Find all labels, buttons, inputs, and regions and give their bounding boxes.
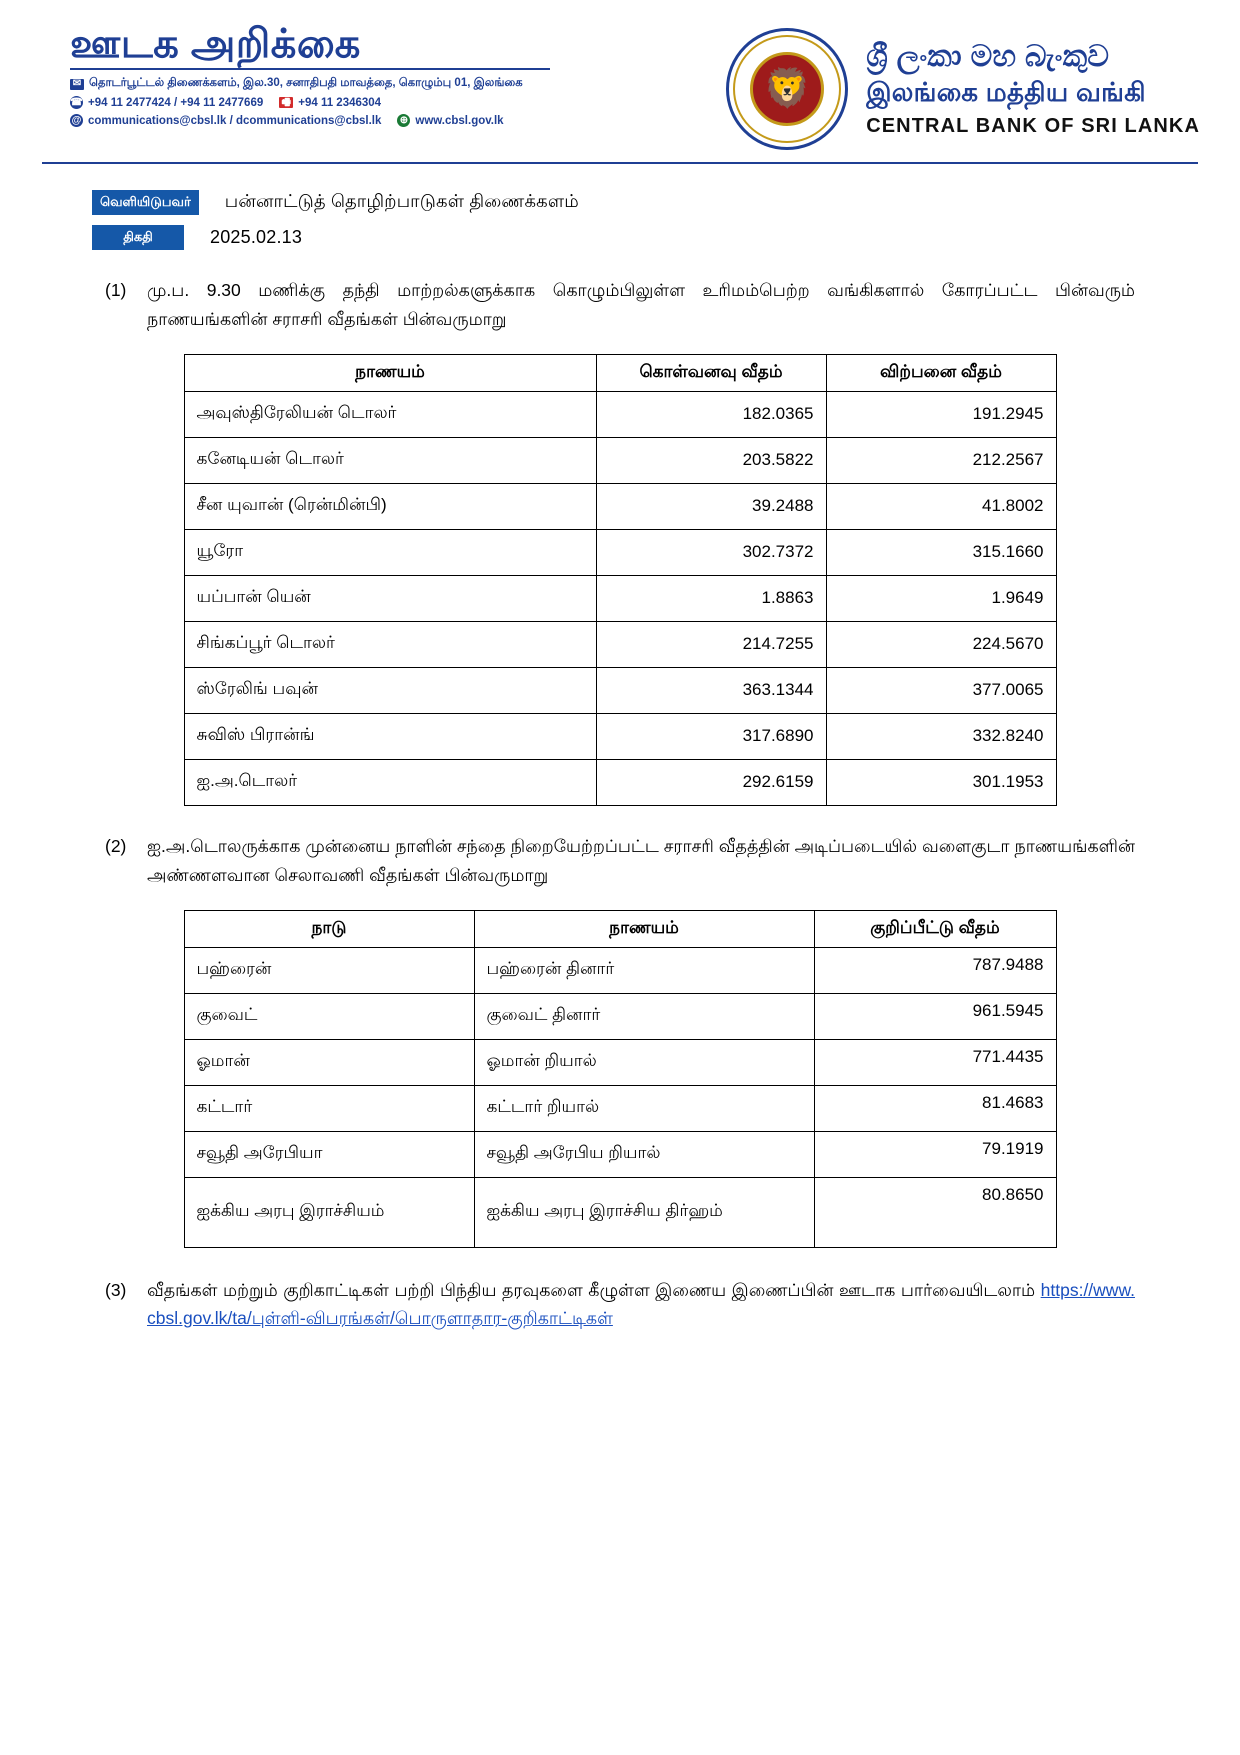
cell-rate: 787.9488 bbox=[814, 947, 1056, 993]
phone-text: +94 11 2477424 / +94 11 2477669 bbox=[88, 96, 264, 109]
cell-rate: 771.4435 bbox=[814, 1039, 1056, 1085]
table-row bbox=[184, 947, 1056, 993]
cell-currency: சவூதி அரேபிய றியால் bbox=[474, 1131, 814, 1177]
table-row bbox=[184, 759, 1056, 805]
date-value: 2025.02.13 bbox=[210, 227, 303, 247]
section-three-text: வீதங்கள் மற்றும் குறிகாட்டிகள் பற்றி பிந்திய தரவுகளை கீழுள்ள இணைய இணைப்பின் ஊடாக பார்வையிடலாம் bbox=[147, 1279, 1036, 1300]
header-phone-line bbox=[70, 96, 670, 109]
table1-header-currency: நாணயம் bbox=[184, 354, 596, 391]
gulf-currency-rates-table bbox=[184, 910, 1057, 1248]
table-row bbox=[184, 575, 1056, 621]
bank-name-tamil: இலங்கை மத்திய வங்கி bbox=[866, 76, 1146, 107]
cell-selling: 301.1953 bbox=[826, 759, 1056, 805]
date-label: திகதி bbox=[92, 225, 184, 250]
table-row bbox=[184, 391, 1056, 437]
table-row bbox=[184, 1177, 1056, 1247]
cell-currency: சுவிஸ் பிரான்ங் bbox=[184, 713, 596, 759]
section-two-number: (2) bbox=[105, 835, 127, 856]
table1-header-buying: கொள்வனவு வீதம் bbox=[596, 354, 826, 391]
table-row bbox=[184, 1131, 1056, 1177]
mail-icon: ✉ bbox=[70, 79, 84, 90]
cell-selling: 191.2945 bbox=[826, 391, 1056, 437]
cell-buying: 363.1344 bbox=[596, 667, 826, 713]
table-row bbox=[184, 483, 1056, 529]
section-three-number: (3) bbox=[105, 1279, 127, 1300]
cell-buying: 214.7255 bbox=[596, 621, 826, 667]
issuer-value: பன்னாட்டுத் தொழிற்பாடுகள் திணைக்களம் bbox=[224, 191, 579, 211]
fax-icon: 🖷 bbox=[279, 97, 293, 108]
cell-buying: 1.8863 bbox=[596, 575, 826, 621]
cell-buying: 292.6159 bbox=[596, 759, 826, 805]
cell-buying: 302.7372 bbox=[596, 529, 826, 575]
table-row bbox=[184, 1085, 1056, 1131]
table2-header-country: நாடு bbox=[184, 910, 474, 947]
header-title-rule bbox=[70, 68, 550, 70]
cell-buying: 182.0365 bbox=[596, 391, 826, 437]
section-two-text: ஐ.அ.டொலருக்காக முன்னைய நாளின் சந்தை நிறையேற்றப்பட்ட சராசரி வீதத்தின் அடிப்படையில் வளைகுடா நாணயங்களின் அண்ணளவான செலாவணி வீதங்கள் பின்வருமாறு bbox=[147, 835, 1135, 885]
cell-selling: 315.1660 bbox=[826, 529, 1056, 575]
table-header-row bbox=[184, 910, 1056, 947]
table-row bbox=[184, 621, 1056, 667]
section-three-paragraph bbox=[105, 1276, 1135, 1334]
website-text: www.cbsl.gov.lk bbox=[415, 114, 504, 127]
globe-icon: ⊕ bbox=[397, 114, 410, 127]
table2-header-currency: நாணயம் bbox=[474, 910, 814, 947]
section-three-text-block bbox=[147, 1276, 1135, 1334]
cell-selling: 377.0065 bbox=[826, 667, 1056, 713]
cell-country: சவூதி அரேபியா bbox=[184, 1131, 474, 1177]
header-divider bbox=[42, 162, 1198, 164]
fax-text: +94 11 2346304 bbox=[298, 96, 382, 109]
section-one-number: (1) bbox=[105, 280, 127, 300]
cell-currency: ஐ.அ.டொலர் bbox=[184, 759, 596, 805]
table2-header-indicative-rate: குறிப்பீட்டு வீதம் bbox=[814, 910, 1056, 947]
cell-currency: ஓமான் றியால் bbox=[474, 1039, 814, 1085]
cell-selling: 41.8002 bbox=[826, 483, 1056, 529]
meta-block bbox=[92, 190, 1240, 250]
cell-currency: பஹ்ரைன் தினார் bbox=[474, 947, 814, 993]
issuer-label: வெளியிடுபவர் bbox=[92, 190, 199, 215]
table1-header-selling: விற்பனை வீதம் bbox=[826, 354, 1056, 391]
header-left-block bbox=[70, 22, 670, 132]
cell-buying: 203.5822 bbox=[596, 437, 826, 483]
cell-country: பஹ்ரைன் bbox=[184, 947, 474, 993]
exchange-rates-table bbox=[184, 354, 1057, 806]
cell-country: ஓமான் bbox=[184, 1039, 474, 1085]
cell-currency: ஐக்கிய அரபு இராச்சிய திர்ஹம் bbox=[474, 1177, 814, 1247]
cell-rate: 79.1919 bbox=[814, 1131, 1056, 1177]
table-row bbox=[184, 667, 1056, 713]
cell-currency: கனேடியன் டொலர் bbox=[184, 437, 596, 483]
section-one-paragraph bbox=[105, 276, 1135, 334]
central-bank-emblem-icon: 🦁 bbox=[726, 28, 848, 150]
document-header bbox=[0, 0, 1240, 150]
cell-currency: சீன யுவான் (ரென்மின்பி) bbox=[184, 483, 596, 529]
table-row bbox=[184, 993, 1056, 1039]
address-text: தொடர்பூட்டல் திணைக்களம், இல.30, சனாதிபதி மாவத்தை, கொழும்பு 01, இலங்கை bbox=[89, 77, 523, 89]
table-row bbox=[184, 1039, 1056, 1085]
phone-icon: ☎ bbox=[70, 96, 83, 108]
bank-name-english: CENTRAL BANK OF SRI LANKA bbox=[866, 115, 1200, 138]
cell-currency: சிங்கப்பூர் டொலர் bbox=[184, 621, 596, 667]
cell-selling: 212.2567 bbox=[826, 437, 1056, 483]
cell-currency: ஸ்ரேலிங் பவுன் bbox=[184, 667, 596, 713]
table-header-row bbox=[184, 354, 1056, 391]
cell-country: கட்டார் bbox=[184, 1085, 474, 1131]
cell-selling: 332.8240 bbox=[826, 713, 1056, 759]
issuer-row bbox=[92, 190, 1240, 215]
bank-name-block bbox=[866, 39, 1200, 139]
date-row bbox=[92, 225, 1240, 250]
cell-country: குவைட் bbox=[184, 993, 474, 1039]
cell-selling: 224.5670 bbox=[826, 621, 1056, 667]
cell-currency: அவுஸ்திரேலியன் டொலர் bbox=[184, 391, 596, 437]
cell-buying: 39.2488 bbox=[596, 483, 826, 529]
cell-country: ஐக்கிய அரபு இராச்சியம் bbox=[184, 1177, 474, 1247]
section-two-paragraph bbox=[105, 832, 1135, 890]
cell-rate: 961.5945 bbox=[814, 993, 1056, 1039]
table-row bbox=[184, 437, 1056, 483]
bank-name-sinhala: ශ්‍රී ලංකා මහ බැංකුව bbox=[866, 40, 1110, 74]
statistics-link[interactable]: https://www.cbsl.gov.lk/ta/புள்ளி-விபரங்கள்/பொருளாதார-குறிகாட்டிகள் bbox=[147, 1279, 1135, 1329]
cell-currency: கட்டார் றியால் bbox=[474, 1085, 814, 1131]
header-right-block bbox=[726, 22, 1200, 150]
table-row bbox=[184, 713, 1056, 759]
cell-buying: 317.6890 bbox=[596, 713, 826, 759]
header-address-line bbox=[70, 77, 670, 91]
cell-selling: 1.9649 bbox=[826, 575, 1056, 621]
header-contact-line bbox=[70, 114, 670, 127]
table-row bbox=[184, 529, 1056, 575]
cell-currency: யூரோ bbox=[184, 529, 596, 575]
cell-rate: 80.8650 bbox=[814, 1177, 1056, 1247]
cell-rate: 81.4683 bbox=[814, 1085, 1056, 1131]
at-icon: @ bbox=[71, 114, 82, 126]
section-one-text: மு.ப. 9.30 மணிக்கு தந்தி மாற்றல்களுக்காக கொழும்பிலுள்ள உரிமம்பெற்ற வங்கிகளால் கோரப்பட்ட பின்வரும் நாணயங்களின் சராசரி வீதங்கள் பின்வருமாறு bbox=[147, 280, 1135, 329]
press-release-title: ஊடக அறிக்கை bbox=[70, 22, 361, 66]
cell-currency: குவைட் தினார் bbox=[474, 993, 814, 1039]
email-text: communications@cbsl.lk / dcommunications@cbsl.lk bbox=[88, 114, 382, 127]
cell-currency: யப்பான் யென் bbox=[184, 575, 596, 621]
